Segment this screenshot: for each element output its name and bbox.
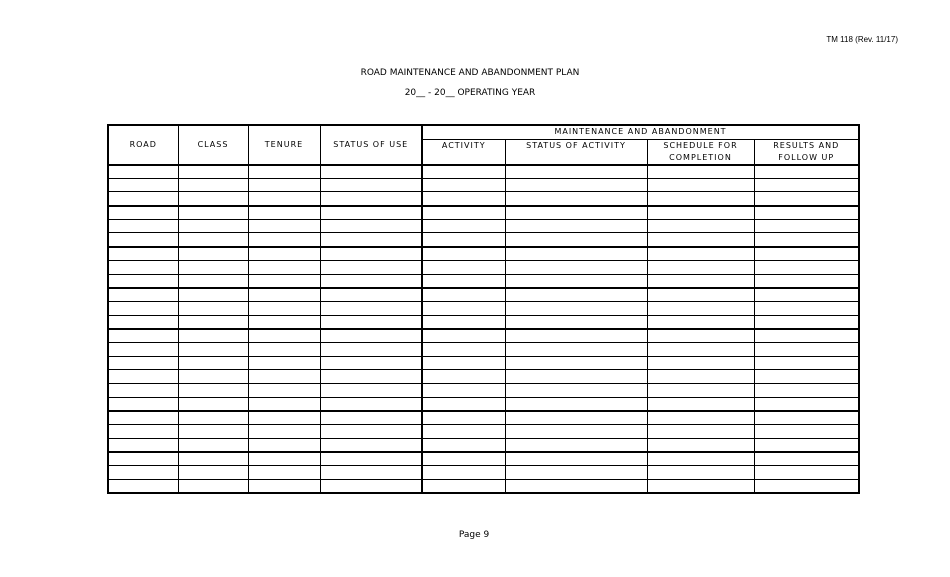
cell-results-and-follow-up[interactable] bbox=[754, 219, 859, 233]
cell-road[interactable] bbox=[108, 438, 178, 452]
cell-road[interactable] bbox=[108, 342, 178, 356]
cell-activity[interactable] bbox=[422, 301, 505, 315]
table-row bbox=[108, 425, 859, 439]
cell-class[interactable] bbox=[178, 411, 248, 425]
cell-road[interactable] bbox=[108, 315, 178, 329]
cell-status-of-use[interactable] bbox=[320, 329, 422, 343]
cell-results-and-follow-up[interactable] bbox=[754, 301, 859, 315]
cell-results-and-follow-up[interactable] bbox=[754, 370, 859, 384]
cell-status-of-activity[interactable] bbox=[505, 301, 647, 315]
cell-schedule-for-completion[interactable] bbox=[647, 206, 754, 220]
cell-schedule-for-completion[interactable] bbox=[647, 274, 754, 288]
cell-activity[interactable] bbox=[422, 315, 505, 329]
table-row bbox=[108, 274, 859, 288]
cell-status-of-use[interactable] bbox=[320, 288, 422, 302]
cell-tenure[interactable] bbox=[248, 233, 320, 247]
cell-activity[interactable] bbox=[422, 342, 505, 356]
cell-activity[interactable] bbox=[422, 438, 505, 452]
cell-class[interactable] bbox=[178, 466, 248, 480]
cell-status-of-activity[interactable] bbox=[505, 288, 647, 302]
cell-schedule-for-completion[interactable] bbox=[647, 247, 754, 261]
cell-class[interactable] bbox=[178, 260, 248, 274]
cell-status-of-use[interactable] bbox=[320, 315, 422, 329]
column-header-tenure: TENURE bbox=[248, 125, 320, 165]
cell-class[interactable] bbox=[178, 165, 248, 179]
cell-status-of-use[interactable] bbox=[320, 466, 422, 480]
cell-schedule-for-completion[interactable] bbox=[647, 425, 754, 439]
cell-tenure[interactable] bbox=[248, 384, 320, 398]
table-row bbox=[108, 370, 859, 384]
cell-status-of-activity[interactable] bbox=[505, 165, 647, 179]
cell-tenure[interactable] bbox=[248, 425, 320, 439]
cell-road[interactable] bbox=[108, 479, 178, 493]
cell-tenure[interactable] bbox=[248, 479, 320, 493]
cell-status-of-activity[interactable] bbox=[505, 233, 647, 247]
cell-tenure[interactable] bbox=[248, 315, 320, 329]
cell-results-and-follow-up[interactable] bbox=[754, 192, 859, 206]
cell-schedule-for-completion[interactable] bbox=[647, 301, 754, 315]
cell-tenure[interactable] bbox=[248, 274, 320, 288]
cell-schedule-for-completion[interactable] bbox=[647, 384, 754, 398]
cell-schedule-for-completion[interactable] bbox=[647, 370, 754, 384]
cell-status-of-use[interactable] bbox=[320, 452, 422, 466]
cell-class[interactable] bbox=[178, 425, 248, 439]
column-header-road: ROAD bbox=[108, 125, 178, 165]
cell-status-of-activity[interactable] bbox=[505, 274, 647, 288]
form-number: TM 118 (Rev. 11/17) bbox=[826, 35, 898, 44]
cell-status-of-use[interactable] bbox=[320, 479, 422, 493]
cell-status-of-activity[interactable] bbox=[505, 206, 647, 220]
cell-road[interactable] bbox=[108, 452, 178, 466]
cell-schedule-for-completion[interactable] bbox=[647, 452, 754, 466]
cell-class[interactable] bbox=[178, 370, 248, 384]
cell-class[interactable] bbox=[178, 384, 248, 398]
column-header-status-of-use: STATUS OF USE bbox=[320, 125, 422, 165]
cell-results-and-follow-up[interactable] bbox=[754, 260, 859, 274]
cell-class[interactable] bbox=[178, 192, 248, 206]
cell-activity[interactable] bbox=[422, 206, 505, 220]
table-row bbox=[108, 411, 859, 425]
table-row bbox=[108, 219, 859, 233]
cell-results-and-follow-up[interactable] bbox=[754, 438, 859, 452]
cell-status-of-use[interactable] bbox=[320, 260, 422, 274]
cell-activity[interactable] bbox=[422, 479, 505, 493]
cell-schedule-for-completion[interactable] bbox=[647, 329, 754, 343]
cell-class[interactable] bbox=[178, 438, 248, 452]
cell-road[interactable] bbox=[108, 247, 178, 261]
cell-status-of-use[interactable] bbox=[320, 219, 422, 233]
cell-results-and-follow-up[interactable] bbox=[754, 329, 859, 343]
cell-road[interactable] bbox=[108, 384, 178, 398]
cell-activity[interactable] bbox=[422, 425, 505, 439]
cell-status-of-use[interactable] bbox=[320, 233, 422, 247]
cell-status-of-activity[interactable] bbox=[505, 384, 647, 398]
cell-activity[interactable] bbox=[422, 192, 505, 206]
cell-road[interactable] bbox=[108, 411, 178, 425]
cell-status-of-activity[interactable] bbox=[505, 247, 647, 261]
cell-tenure[interactable] bbox=[248, 370, 320, 384]
cell-activity[interactable] bbox=[422, 384, 505, 398]
cell-status-of-activity[interactable] bbox=[505, 178, 647, 192]
cell-road[interactable] bbox=[108, 288, 178, 302]
cell-road[interactable] bbox=[108, 260, 178, 274]
table-row bbox=[108, 288, 859, 302]
cell-tenure[interactable] bbox=[248, 165, 320, 179]
table-body bbox=[108, 165, 859, 494]
cell-status-of-activity[interactable] bbox=[505, 356, 647, 370]
cell-tenure[interactable] bbox=[248, 411, 320, 425]
cell-road[interactable] bbox=[108, 274, 178, 288]
cell-schedule-for-completion[interactable] bbox=[647, 192, 754, 206]
cell-road[interactable] bbox=[108, 466, 178, 480]
cell-schedule-for-completion[interactable] bbox=[647, 438, 754, 452]
table-row bbox=[108, 315, 859, 329]
cell-schedule-for-completion[interactable] bbox=[647, 165, 754, 179]
cell-tenure[interactable] bbox=[248, 219, 320, 233]
table-row bbox=[108, 397, 859, 411]
cell-status-of-activity[interactable] bbox=[505, 479, 647, 493]
cell-status-of-activity[interactable] bbox=[505, 452, 647, 466]
column-header-class: CLASS bbox=[178, 125, 248, 165]
cell-results-and-follow-up[interactable] bbox=[754, 288, 859, 302]
cell-results-and-follow-up[interactable] bbox=[754, 384, 859, 398]
cell-status-of-use[interactable] bbox=[320, 274, 422, 288]
cell-schedule-for-completion[interactable] bbox=[647, 466, 754, 480]
cell-class[interactable] bbox=[178, 397, 248, 411]
cell-tenure[interactable] bbox=[248, 329, 320, 343]
cell-status-of-use[interactable] bbox=[320, 397, 422, 411]
cell-class[interactable] bbox=[178, 219, 248, 233]
cell-road[interactable] bbox=[108, 356, 178, 370]
cell-activity[interactable] bbox=[422, 411, 505, 425]
cell-results-and-follow-up[interactable] bbox=[754, 397, 859, 411]
cell-activity[interactable] bbox=[422, 260, 505, 274]
cell-class[interactable] bbox=[178, 315, 248, 329]
cell-activity[interactable] bbox=[422, 247, 505, 261]
cell-schedule-for-completion[interactable] bbox=[647, 233, 754, 247]
cell-class[interactable] bbox=[178, 329, 248, 343]
cell-activity[interactable] bbox=[422, 165, 505, 179]
cell-road[interactable] bbox=[108, 425, 178, 439]
cell-class[interactable] bbox=[178, 178, 248, 192]
cell-schedule-for-completion[interactable] bbox=[647, 411, 754, 425]
cell-status-of-activity[interactable] bbox=[505, 438, 647, 452]
cell-class[interactable] bbox=[178, 342, 248, 356]
cell-status-of-use[interactable] bbox=[320, 384, 422, 398]
cell-status-of-activity[interactable] bbox=[505, 192, 647, 206]
cell-status-of-use[interactable] bbox=[320, 438, 422, 452]
cell-schedule-for-completion[interactable] bbox=[647, 219, 754, 233]
cell-schedule-for-completion[interactable] bbox=[647, 178, 754, 192]
cell-status-of-activity[interactable] bbox=[505, 425, 647, 439]
table-row bbox=[108, 165, 859, 179]
cell-class[interactable] bbox=[178, 288, 248, 302]
cell-schedule-for-completion[interactable] bbox=[647, 260, 754, 274]
cell-class[interactable] bbox=[178, 479, 248, 493]
table-row bbox=[108, 247, 859, 261]
cell-road[interactable] bbox=[108, 233, 178, 247]
column-header-results-and-follow-up: RESULTS AND FOLLOW UP bbox=[754, 139, 859, 165]
road-plan-table bbox=[107, 124, 860, 494]
cell-road[interactable] bbox=[108, 165, 178, 179]
cell-results-and-follow-up[interactable] bbox=[754, 178, 859, 192]
table-row bbox=[108, 329, 859, 343]
cell-tenure[interactable] bbox=[248, 288, 320, 302]
cell-results-and-follow-up[interactable] bbox=[754, 233, 859, 247]
page-number: Page 9 bbox=[458, 530, 490, 540]
cell-road[interactable] bbox=[108, 219, 178, 233]
group-header-maintenance-abandonment: MAINTENANCE AND ABANDONMENT bbox=[422, 125, 859, 139]
cell-road[interactable] bbox=[108, 206, 178, 220]
cell-class[interactable] bbox=[178, 356, 248, 370]
cell-class[interactable] bbox=[178, 301, 248, 315]
cell-class[interactable] bbox=[178, 247, 248, 261]
table-row bbox=[108, 260, 859, 274]
table-row bbox=[108, 356, 859, 370]
cell-activity[interactable] bbox=[422, 274, 505, 288]
cell-road[interactable] bbox=[108, 397, 178, 411]
cell-results-and-follow-up[interactable] bbox=[754, 315, 859, 329]
cell-road[interactable] bbox=[108, 301, 178, 315]
cell-status-of-activity[interactable] bbox=[505, 329, 647, 343]
column-header-schedule-for-completion: SCHEDULE FOR COMPLETION bbox=[647, 139, 754, 165]
cell-class[interactable] bbox=[178, 452, 248, 466]
cell-activity[interactable] bbox=[422, 356, 505, 370]
cell-schedule-for-completion[interactable] bbox=[647, 397, 754, 411]
cell-status-of-use[interactable] bbox=[320, 342, 422, 356]
cell-tenure[interactable] bbox=[248, 247, 320, 261]
cell-status-of-use[interactable] bbox=[320, 192, 422, 206]
table-row bbox=[108, 452, 859, 466]
cell-class[interactable] bbox=[178, 233, 248, 247]
cell-schedule-for-completion[interactable] bbox=[647, 315, 754, 329]
cell-tenure[interactable] bbox=[248, 192, 320, 206]
cell-status-of-activity[interactable] bbox=[505, 219, 647, 233]
cell-tenure[interactable] bbox=[248, 301, 320, 315]
cell-tenure[interactable] bbox=[248, 397, 320, 411]
cell-results-and-follow-up[interactable] bbox=[754, 411, 859, 425]
cell-activity[interactable] bbox=[422, 233, 505, 247]
table-row bbox=[108, 301, 859, 315]
cell-results-and-follow-up[interactable] bbox=[754, 206, 859, 220]
cell-status-of-use[interactable] bbox=[320, 301, 422, 315]
cell-schedule-for-completion[interactable] bbox=[647, 342, 754, 356]
cell-status-of-use[interactable] bbox=[320, 356, 422, 370]
table-row bbox=[108, 178, 859, 192]
cell-schedule-for-completion[interactable] bbox=[647, 288, 754, 302]
cell-results-and-follow-up[interactable] bbox=[754, 165, 859, 179]
cell-tenure[interactable] bbox=[248, 178, 320, 192]
cell-activity[interactable] bbox=[422, 219, 505, 233]
cell-status-of-use[interactable] bbox=[320, 165, 422, 179]
cell-status-of-activity[interactable] bbox=[505, 411, 647, 425]
cell-results-and-follow-up[interactable] bbox=[754, 479, 859, 493]
cell-activity[interactable] bbox=[422, 452, 505, 466]
cell-activity[interactable] bbox=[422, 329, 505, 343]
column-header-activity: ACTIVITY bbox=[422, 139, 505, 165]
cell-status-of-use[interactable] bbox=[320, 425, 422, 439]
cell-tenure[interactable] bbox=[248, 438, 320, 452]
cell-tenure[interactable] bbox=[248, 342, 320, 356]
cell-tenure[interactable] bbox=[248, 452, 320, 466]
cell-tenure[interactable] bbox=[248, 356, 320, 370]
cell-road[interactable] bbox=[108, 329, 178, 343]
column-header-status-of-activity: STATUS OF ACTIVITY bbox=[505, 139, 647, 165]
table-row bbox=[108, 479, 859, 493]
cell-results-and-follow-up[interactable] bbox=[754, 425, 859, 439]
operating-year-subtitle: 20__ - 20__ OPERATING YEAR bbox=[404, 88, 536, 98]
cell-results-and-follow-up[interactable] bbox=[754, 356, 859, 370]
cell-tenure[interactable] bbox=[248, 466, 320, 480]
cell-status-of-use[interactable] bbox=[320, 411, 422, 425]
cell-tenure[interactable] bbox=[248, 206, 320, 220]
cell-activity[interactable] bbox=[422, 178, 505, 192]
table-row bbox=[108, 438, 859, 452]
cell-status-of-activity[interactable] bbox=[505, 342, 647, 356]
cell-activity[interactable] bbox=[422, 370, 505, 384]
cell-class[interactable] bbox=[178, 274, 248, 288]
cell-status-of-use[interactable] bbox=[320, 247, 422, 261]
table-row bbox=[108, 233, 859, 247]
cell-activity[interactable] bbox=[422, 288, 505, 302]
cell-status-of-activity[interactable] bbox=[505, 466, 647, 480]
table-row bbox=[108, 466, 859, 480]
table-row bbox=[108, 206, 859, 220]
cell-status-of-activity[interactable] bbox=[505, 260, 647, 274]
cell-road[interactable] bbox=[108, 370, 178, 384]
table-row bbox=[108, 384, 859, 398]
cell-tenure[interactable] bbox=[248, 260, 320, 274]
cell-schedule-for-completion[interactable] bbox=[647, 479, 754, 493]
cell-road[interactable] bbox=[108, 192, 178, 206]
cell-status-of-use[interactable] bbox=[320, 178, 422, 192]
page-title: ROAD MAINTENANCE AND ABANDONMENT PLAN bbox=[360, 68, 580, 78]
table-row bbox=[108, 192, 859, 206]
cell-results-and-follow-up[interactable] bbox=[754, 452, 859, 466]
cell-results-and-follow-up[interactable] bbox=[754, 342, 859, 356]
table-row bbox=[108, 342, 859, 356]
cell-status-of-activity[interactable] bbox=[505, 397, 647, 411]
cell-results-and-follow-up[interactable] bbox=[754, 466, 859, 480]
cell-results-and-follow-up[interactable] bbox=[754, 247, 859, 261]
cell-status-of-activity[interactable] bbox=[505, 370, 647, 384]
cell-status-of-activity[interactable] bbox=[505, 315, 647, 329]
cell-activity[interactable] bbox=[422, 397, 505, 411]
cell-class[interactable] bbox=[178, 206, 248, 220]
cell-road[interactable] bbox=[108, 178, 178, 192]
cell-status-of-use[interactable] bbox=[320, 206, 422, 220]
cell-results-and-follow-up[interactable] bbox=[754, 274, 859, 288]
cell-status-of-use[interactable] bbox=[320, 370, 422, 384]
cell-activity[interactable] bbox=[422, 466, 505, 480]
cell-schedule-for-completion[interactable] bbox=[647, 356, 754, 370]
